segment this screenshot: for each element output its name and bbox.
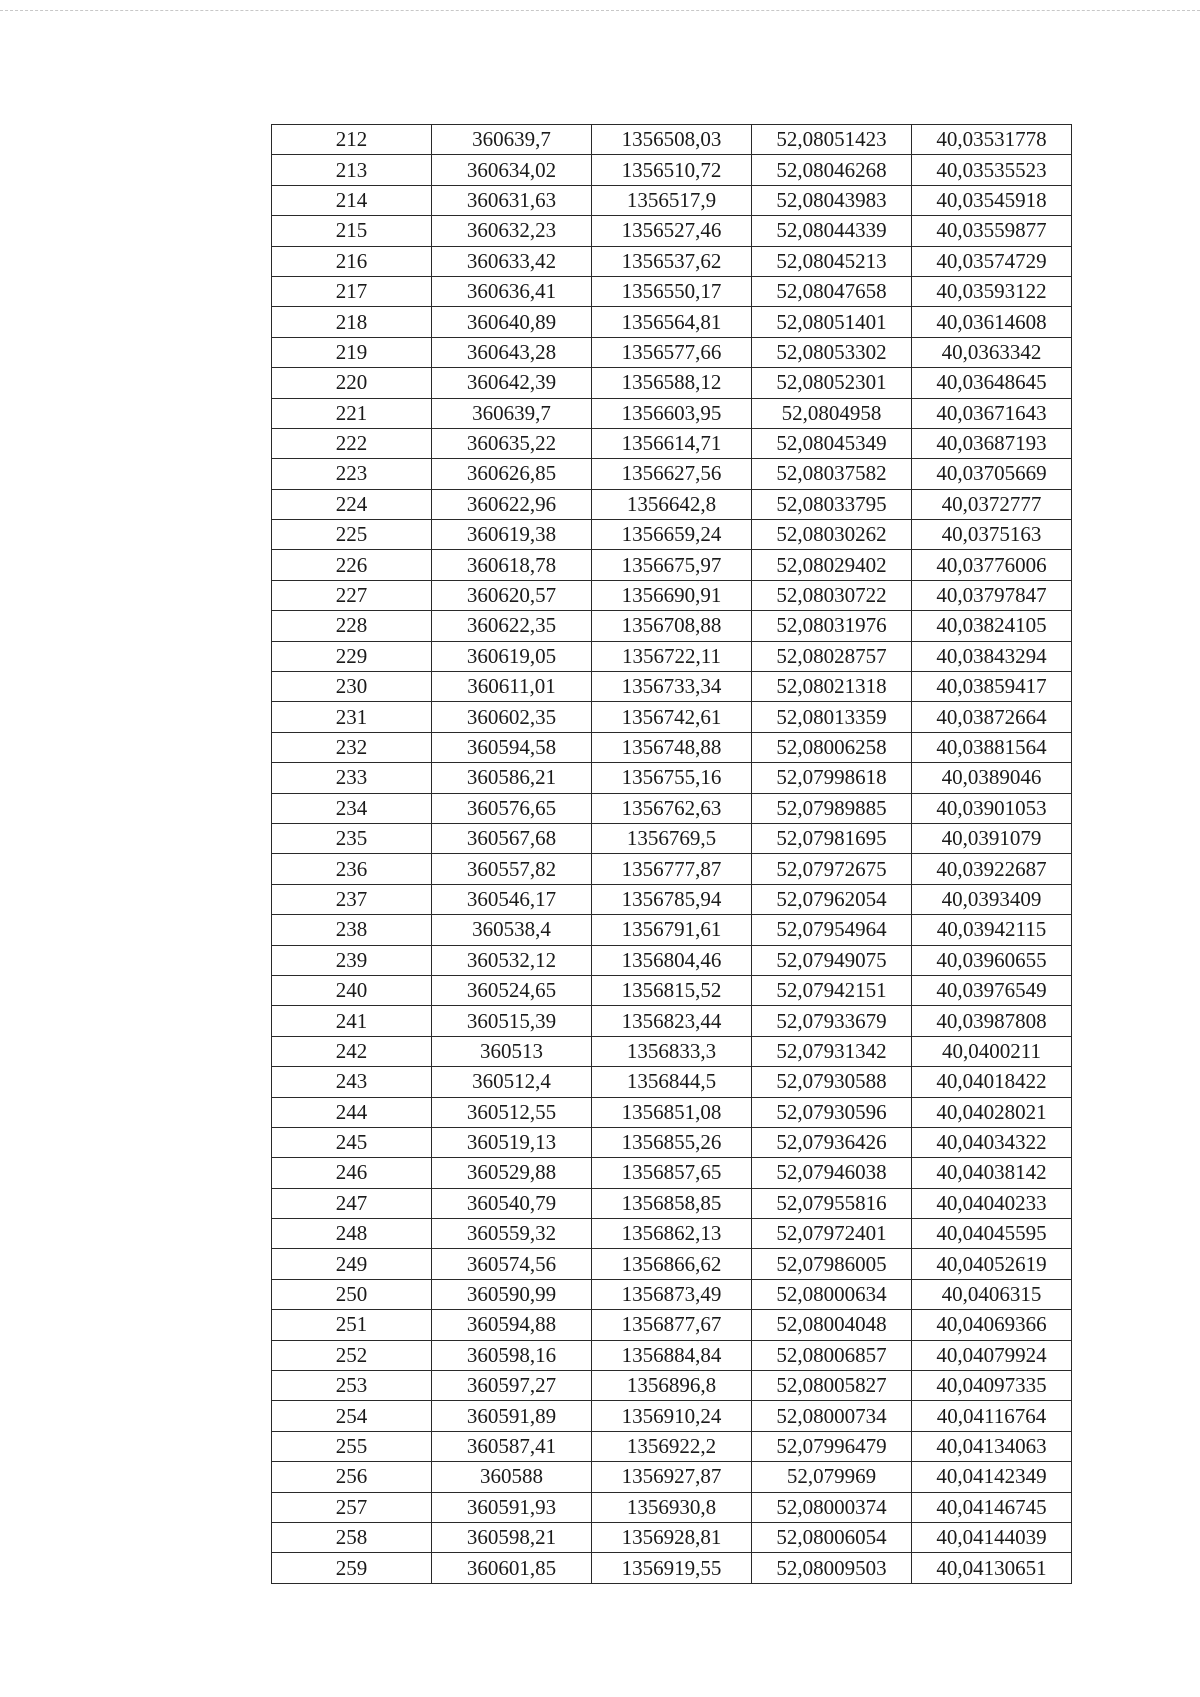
x-coordinate-cell: 360631,63 (432, 185, 592, 215)
x-coordinate-cell: 360512,4 (432, 1067, 592, 1097)
x-coordinate-cell: 360618,78 (432, 550, 592, 580)
latitude-cell: 52,07933679 (752, 1006, 912, 1036)
x-coordinate-cell: 360636,41 (432, 276, 592, 306)
y-coordinate-cell: 1356791,61 (592, 915, 752, 945)
latitude-cell: 52,07930588 (752, 1067, 912, 1097)
longitude-cell: 40,0372777 (912, 489, 1072, 519)
latitude-cell: 52,08009503 (752, 1553, 912, 1583)
longitude-cell: 40,03942115 (912, 915, 1072, 945)
longitude-cell: 40,03797847 (912, 580, 1072, 610)
longitude-cell: 40,03614608 (912, 307, 1072, 337)
longitude-cell: 40,03776006 (912, 550, 1072, 580)
latitude-cell: 52,07972675 (752, 854, 912, 884)
y-coordinate-cell: 1356517,9 (592, 185, 752, 215)
y-coordinate-cell: 1356755,16 (592, 763, 752, 793)
table-row (272, 1492, 1072, 1522)
point-number-cell: 246 (272, 1158, 432, 1188)
table-row (272, 216, 1072, 246)
latitude-cell: 52,08000634 (752, 1279, 912, 1309)
y-coordinate-cell: 1356804,46 (592, 945, 752, 975)
longitude-cell: 40,0389046 (912, 763, 1072, 793)
point-number-cell: 241 (272, 1006, 432, 1036)
y-coordinate-cell: 1356550,17 (592, 276, 752, 306)
x-coordinate-cell: 360601,85 (432, 1553, 592, 1583)
table-row (272, 580, 1072, 610)
y-coordinate-cell: 1356855,26 (592, 1127, 752, 1157)
table-row (272, 1127, 1072, 1157)
coordinates-table (271, 124, 1072, 1584)
longitude-cell: 40,04097335 (912, 1371, 1072, 1401)
point-number-cell: 251 (272, 1310, 432, 1340)
x-coordinate-cell: 360590,99 (432, 1279, 592, 1309)
x-coordinate-cell: 360524,65 (432, 975, 592, 1005)
table-row (272, 763, 1072, 793)
latitude-cell: 52,07936426 (752, 1127, 912, 1157)
x-coordinate-cell: 360576,65 (432, 793, 592, 823)
x-coordinate-cell: 360622,96 (432, 489, 592, 519)
x-coordinate-cell: 360622,35 (432, 611, 592, 641)
longitude-cell: 40,03687193 (912, 428, 1072, 458)
x-coordinate-cell: 360513 (432, 1036, 592, 1066)
point-number-cell: 247 (272, 1188, 432, 1218)
x-coordinate-cell: 360619,38 (432, 520, 592, 550)
longitude-cell: 40,0406315 (912, 1279, 1072, 1309)
point-number-cell: 243 (272, 1067, 432, 1097)
table-row (272, 185, 1072, 215)
y-coordinate-cell: 1356922,2 (592, 1431, 752, 1461)
latitude-cell: 52,07954964 (752, 915, 912, 945)
table-row (272, 1401, 1072, 1431)
x-coordinate-cell: 360626,85 (432, 459, 592, 489)
point-number-cell: 244 (272, 1097, 432, 1127)
point-number-cell: 239 (272, 945, 432, 975)
point-number-cell: 232 (272, 732, 432, 762)
x-coordinate-cell: 360620,57 (432, 580, 592, 610)
latitude-cell: 52,08043983 (752, 185, 912, 215)
table-row (272, 732, 1072, 762)
y-coordinate-cell: 1356537,62 (592, 246, 752, 276)
longitude-cell: 40,03872664 (912, 702, 1072, 732)
latitude-cell: 52,07981695 (752, 823, 912, 853)
x-coordinate-cell: 360587,41 (432, 1431, 592, 1461)
table-row (272, 246, 1072, 276)
x-coordinate-cell: 360635,22 (432, 428, 592, 458)
y-coordinate-cell: 1356642,8 (592, 489, 752, 519)
y-coordinate-cell: 1356823,44 (592, 1006, 752, 1036)
latitude-cell: 52,08013359 (752, 702, 912, 732)
x-coordinate-cell: 360611,01 (432, 672, 592, 702)
latitude-cell: 52,07942151 (752, 975, 912, 1005)
point-number-cell: 240 (272, 975, 432, 1005)
longitude-cell: 40,04069366 (912, 1310, 1072, 1340)
x-coordinate-cell: 360643,28 (432, 337, 592, 367)
table-row (272, 884, 1072, 914)
latitude-cell: 52,08028757 (752, 641, 912, 671)
latitude-cell: 52,07962054 (752, 884, 912, 914)
x-coordinate-cell: 360529,88 (432, 1158, 592, 1188)
point-number-cell: 255 (272, 1431, 432, 1461)
latitude-cell: 52,08045349 (752, 428, 912, 458)
longitude-cell: 40,0375163 (912, 520, 1072, 550)
x-coordinate-cell: 360559,32 (432, 1219, 592, 1249)
table-row (272, 1067, 1072, 1097)
point-number-cell: 235 (272, 823, 432, 853)
x-coordinate-cell: 360532,12 (432, 945, 592, 975)
longitude-cell: 40,04028021 (912, 1097, 1072, 1127)
table-row (272, 1279, 1072, 1309)
point-number-cell: 252 (272, 1340, 432, 1370)
point-number-cell: 213 (272, 155, 432, 185)
x-coordinate-cell: 360598,21 (432, 1522, 592, 1552)
table-row (272, 1097, 1072, 1127)
coordinates-table-body (272, 125, 1072, 1584)
y-coordinate-cell: 1356733,34 (592, 672, 752, 702)
y-coordinate-cell: 1356815,52 (592, 975, 752, 1005)
x-coordinate-cell: 360598,16 (432, 1340, 592, 1370)
y-coordinate-cell: 1356930,8 (592, 1492, 752, 1522)
point-number-cell: 231 (272, 702, 432, 732)
latitude-cell: 52,08037582 (752, 459, 912, 489)
latitude-cell: 52,07931342 (752, 1036, 912, 1066)
x-coordinate-cell: 360619,05 (432, 641, 592, 671)
point-number-cell: 225 (272, 520, 432, 550)
table-row (272, 337, 1072, 367)
point-number-cell: 218 (272, 307, 432, 337)
table-row (272, 125, 1072, 155)
longitude-cell: 40,04034322 (912, 1127, 1072, 1157)
table-row (272, 155, 1072, 185)
y-coordinate-cell: 1356510,72 (592, 155, 752, 185)
table-row (272, 1158, 1072, 1188)
longitude-cell: 40,04146745 (912, 1492, 1072, 1522)
y-coordinate-cell: 1356777,87 (592, 854, 752, 884)
y-coordinate-cell: 1356927,87 (592, 1462, 752, 1492)
x-coordinate-cell: 360639,7 (432, 398, 592, 428)
point-number-cell: 224 (272, 489, 432, 519)
point-number-cell: 220 (272, 368, 432, 398)
longitude-cell: 40,03535523 (912, 155, 1072, 185)
longitude-cell: 40,03574729 (912, 246, 1072, 276)
x-coordinate-cell: 360640,89 (432, 307, 592, 337)
longitude-cell: 40,03922687 (912, 854, 1072, 884)
table-row (272, 975, 1072, 1005)
latitude-cell: 52,08004048 (752, 1310, 912, 1340)
table-row (272, 793, 1072, 823)
latitude-cell: 52,07946038 (752, 1158, 912, 1188)
longitude-cell: 40,04134063 (912, 1431, 1072, 1461)
longitude-cell: 40,04040233 (912, 1188, 1072, 1218)
longitude-cell: 40,03881564 (912, 732, 1072, 762)
x-coordinate-cell: 360546,17 (432, 884, 592, 914)
y-coordinate-cell: 1356527,46 (592, 216, 752, 246)
longitude-cell: 40,04116764 (912, 1401, 1072, 1431)
y-coordinate-cell: 1356627,56 (592, 459, 752, 489)
point-number-cell: 212 (272, 125, 432, 155)
x-coordinate-cell: 360540,79 (432, 1188, 592, 1218)
x-coordinate-cell: 360586,21 (432, 763, 592, 793)
point-number-cell: 228 (272, 611, 432, 641)
table-row (272, 368, 1072, 398)
table-row (272, 854, 1072, 884)
latitude-cell: 52,07996479 (752, 1431, 912, 1461)
table-row (272, 672, 1072, 702)
y-coordinate-cell: 1356603,95 (592, 398, 752, 428)
latitude-cell: 52,08030722 (752, 580, 912, 610)
longitude-cell: 40,04018422 (912, 1067, 1072, 1097)
y-coordinate-cell: 1356690,91 (592, 580, 752, 610)
x-coordinate-cell: 360642,39 (432, 368, 592, 398)
longitude-cell: 40,03705669 (912, 459, 1072, 489)
point-number-cell: 257 (272, 1492, 432, 1522)
latitude-cell: 52,08006857 (752, 1340, 912, 1370)
table-row (272, 1462, 1072, 1492)
table-row (272, 489, 1072, 519)
longitude-cell: 40,03824105 (912, 611, 1072, 641)
x-coordinate-cell: 360567,68 (432, 823, 592, 853)
y-coordinate-cell: 1356785,94 (592, 884, 752, 914)
x-coordinate-cell: 360515,39 (432, 1006, 592, 1036)
point-number-cell: 226 (272, 550, 432, 580)
point-number-cell: 238 (272, 915, 432, 945)
point-number-cell: 221 (272, 398, 432, 428)
table-row (272, 945, 1072, 975)
latitude-cell: 52,079969 (752, 1462, 912, 1492)
x-coordinate-cell: 360591,89 (432, 1401, 592, 1431)
latitude-cell: 52,08006258 (752, 732, 912, 762)
table-row (272, 915, 1072, 945)
scan-top-edge (0, 10, 1200, 11)
point-number-cell: 250 (272, 1279, 432, 1309)
y-coordinate-cell: 1356748,88 (592, 732, 752, 762)
y-coordinate-cell: 1356564,81 (592, 307, 752, 337)
table-row (272, 1006, 1072, 1036)
table-row (272, 702, 1072, 732)
point-number-cell: 223 (272, 459, 432, 489)
longitude-cell: 40,03987808 (912, 1006, 1072, 1036)
x-coordinate-cell: 360634,02 (432, 155, 592, 185)
y-coordinate-cell: 1356588,12 (592, 368, 752, 398)
latitude-cell: 52,07930596 (752, 1097, 912, 1127)
y-coordinate-cell: 1356862,13 (592, 1219, 752, 1249)
longitude-cell: 40,04142349 (912, 1462, 1072, 1492)
point-number-cell: 230 (272, 672, 432, 702)
y-coordinate-cell: 1356928,81 (592, 1522, 752, 1552)
table-row (272, 398, 1072, 428)
latitude-cell: 52,08030262 (752, 520, 912, 550)
x-coordinate-cell: 360639,7 (432, 125, 592, 155)
longitude-cell: 40,04052619 (912, 1249, 1072, 1279)
table-row (272, 550, 1072, 580)
longitude-cell: 40,0393409 (912, 884, 1072, 914)
y-coordinate-cell: 1356858,85 (592, 1188, 752, 1218)
table-row (272, 1522, 1072, 1552)
point-number-cell: 222 (272, 428, 432, 458)
latitude-cell: 52,08000374 (752, 1492, 912, 1522)
longitude-cell: 40,04079924 (912, 1340, 1072, 1370)
point-number-cell: 256 (272, 1462, 432, 1492)
x-coordinate-cell: 360594,58 (432, 732, 592, 762)
y-coordinate-cell: 1356877,67 (592, 1310, 752, 1340)
longitude-cell: 40,04045595 (912, 1219, 1072, 1249)
x-coordinate-cell: 360557,82 (432, 854, 592, 884)
y-coordinate-cell: 1356919,55 (592, 1553, 752, 1583)
x-coordinate-cell: 360632,23 (432, 216, 592, 246)
longitude-cell: 40,04144039 (912, 1522, 1072, 1552)
longitude-cell: 40,03671643 (912, 398, 1072, 428)
point-number-cell: 219 (272, 337, 432, 367)
table-row (272, 1310, 1072, 1340)
x-coordinate-cell: 360602,35 (432, 702, 592, 732)
table-row (272, 1371, 1072, 1401)
latitude-cell: 52,08047658 (752, 276, 912, 306)
latitude-cell: 52,08006054 (752, 1522, 912, 1552)
table-row (272, 641, 1072, 671)
longitude-cell: 40,04130651 (912, 1553, 1072, 1583)
y-coordinate-cell: 1356762,63 (592, 793, 752, 823)
latitude-cell: 52,08051423 (752, 125, 912, 155)
y-coordinate-cell: 1356659,24 (592, 520, 752, 550)
longitude-cell: 40,03859417 (912, 672, 1072, 702)
x-coordinate-cell: 360512,55 (432, 1097, 592, 1127)
x-coordinate-cell: 360594,88 (432, 1310, 592, 1340)
latitude-cell: 52,08033795 (752, 489, 912, 519)
point-number-cell: 237 (272, 884, 432, 914)
point-number-cell: 229 (272, 641, 432, 671)
latitude-cell: 52,08029402 (752, 550, 912, 580)
point-number-cell: 236 (272, 854, 432, 884)
point-number-cell: 217 (272, 276, 432, 306)
y-coordinate-cell: 1356769,5 (592, 823, 752, 853)
x-coordinate-cell: 360633,42 (432, 246, 592, 276)
table-row (272, 1553, 1072, 1583)
longitude-cell: 40,03648645 (912, 368, 1072, 398)
y-coordinate-cell: 1356614,71 (592, 428, 752, 458)
longitude-cell: 40,04038142 (912, 1158, 1072, 1188)
table-row (272, 520, 1072, 550)
latitude-cell: 52,08045213 (752, 246, 912, 276)
table-row (272, 1249, 1072, 1279)
point-number-cell: 249 (272, 1249, 432, 1279)
x-coordinate-cell: 360597,27 (432, 1371, 592, 1401)
y-coordinate-cell: 1356896,8 (592, 1371, 752, 1401)
longitude-cell: 40,0400211 (912, 1036, 1072, 1066)
latitude-cell: 52,08053302 (752, 337, 912, 367)
x-coordinate-cell: 360574,56 (432, 1249, 592, 1279)
longitude-cell: 40,03976549 (912, 975, 1072, 1005)
y-coordinate-cell: 1356866,62 (592, 1249, 752, 1279)
y-coordinate-cell: 1356851,08 (592, 1097, 752, 1127)
latitude-cell: 52,07986005 (752, 1249, 912, 1279)
y-coordinate-cell: 1356742,61 (592, 702, 752, 732)
point-number-cell: 254 (272, 1401, 432, 1431)
latitude-cell: 52,07955816 (752, 1188, 912, 1218)
point-number-cell: 234 (272, 793, 432, 823)
y-coordinate-cell: 1356508,03 (592, 125, 752, 155)
table-row (272, 1036, 1072, 1066)
y-coordinate-cell: 1356884,84 (592, 1340, 752, 1370)
longitude-cell: 40,03843294 (912, 641, 1072, 671)
point-number-cell: 259 (272, 1553, 432, 1583)
point-number-cell: 227 (272, 580, 432, 610)
table-row (272, 1431, 1072, 1461)
latitude-cell: 52,08021318 (752, 672, 912, 702)
x-coordinate-cell: 360538,4 (432, 915, 592, 945)
point-number-cell: 253 (272, 1371, 432, 1401)
point-number-cell: 258 (272, 1522, 432, 1552)
x-coordinate-cell: 360591,93 (432, 1492, 592, 1522)
latitude-cell: 52,07989885 (752, 793, 912, 823)
point-number-cell: 214 (272, 185, 432, 215)
point-number-cell: 215 (272, 216, 432, 246)
longitude-cell: 40,03531778 (912, 125, 1072, 155)
y-coordinate-cell: 1356675,97 (592, 550, 752, 580)
longitude-cell: 40,0391079 (912, 823, 1072, 853)
y-coordinate-cell: 1356708,88 (592, 611, 752, 641)
longitude-cell: 40,03901053 (912, 793, 1072, 823)
table-row (272, 459, 1072, 489)
y-coordinate-cell: 1356844,5 (592, 1067, 752, 1097)
point-number-cell: 216 (272, 246, 432, 276)
point-number-cell: 248 (272, 1219, 432, 1249)
longitude-cell: 40,03593122 (912, 276, 1072, 306)
y-coordinate-cell: 1356910,24 (592, 1401, 752, 1431)
longitude-cell: 40,0363342 (912, 337, 1072, 367)
latitude-cell: 52,07949075 (752, 945, 912, 975)
y-coordinate-cell: 1356833,3 (592, 1036, 752, 1066)
latitude-cell: 52,08000734 (752, 1401, 912, 1431)
point-number-cell: 233 (272, 763, 432, 793)
latitude-cell: 52,08052301 (752, 368, 912, 398)
latitude-cell: 52,07998618 (752, 763, 912, 793)
latitude-cell: 52,08044339 (752, 216, 912, 246)
latitude-cell: 52,08051401 (752, 307, 912, 337)
longitude-cell: 40,03559877 (912, 216, 1072, 246)
y-coordinate-cell: 1356577,66 (592, 337, 752, 367)
latitude-cell: 52,08046268 (752, 155, 912, 185)
latitude-cell: 52,08005827 (752, 1371, 912, 1401)
latitude-cell: 52,08031976 (752, 611, 912, 641)
latitude-cell: 52,0804958 (752, 398, 912, 428)
y-coordinate-cell: 1356857,65 (592, 1158, 752, 1188)
x-coordinate-cell: 360519,13 (432, 1127, 592, 1157)
y-coordinate-cell: 1356873,49 (592, 1279, 752, 1309)
table-row (272, 307, 1072, 337)
table-row (272, 276, 1072, 306)
longitude-cell: 40,03545918 (912, 185, 1072, 215)
point-number-cell: 242 (272, 1036, 432, 1066)
table-row (272, 1188, 1072, 1218)
longitude-cell: 40,03960655 (912, 945, 1072, 975)
x-coordinate-cell: 360588 (432, 1462, 592, 1492)
y-coordinate-cell: 1356722,11 (592, 641, 752, 671)
table-row (272, 1219, 1072, 1249)
table-row (272, 1340, 1072, 1370)
table-row (272, 611, 1072, 641)
table-row (272, 428, 1072, 458)
table-row (272, 823, 1072, 853)
latitude-cell: 52,07972401 (752, 1219, 912, 1249)
point-number-cell: 245 (272, 1127, 432, 1157)
